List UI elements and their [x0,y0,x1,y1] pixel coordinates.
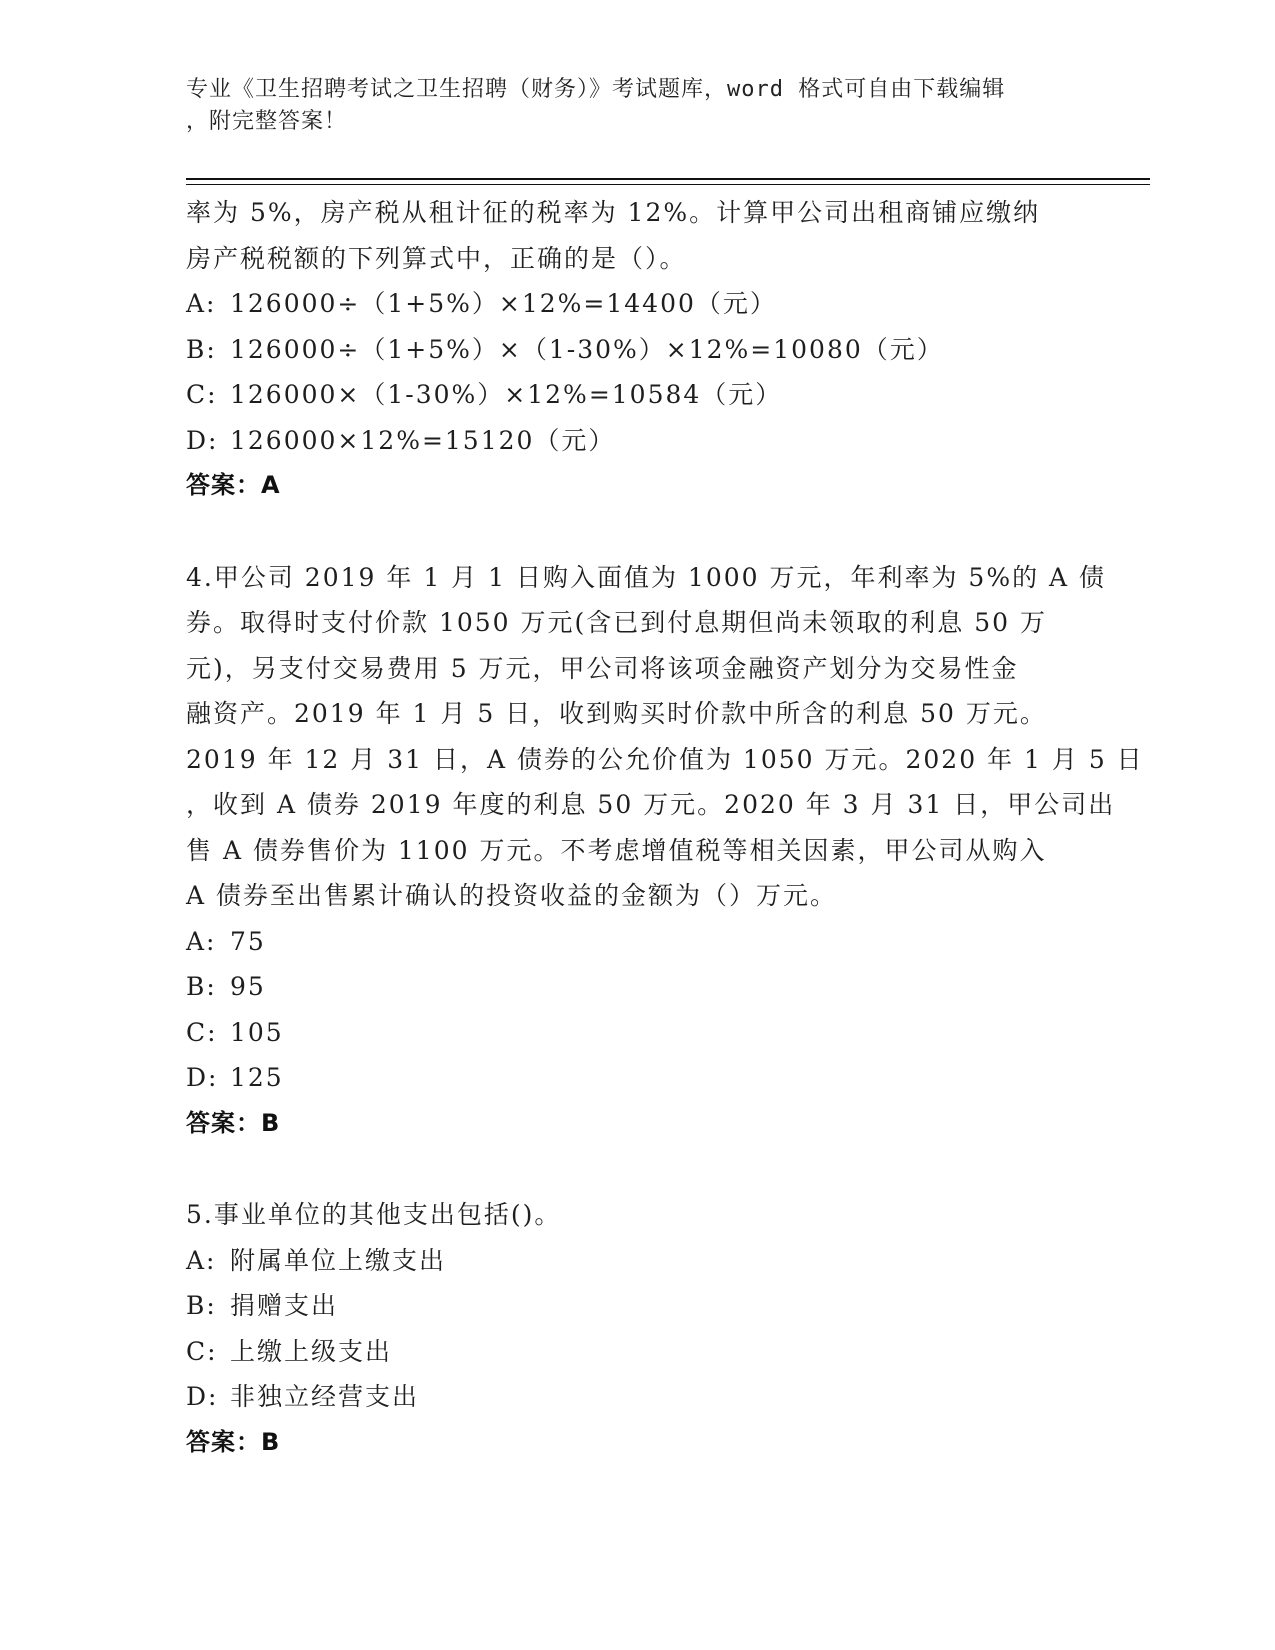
question-5 [186,1192,1086,1465]
header-divider-thin [186,184,1150,185]
option-text: 126000÷（1+5%）×12%=14400（元） [230,289,777,318]
option-key: A: [186,1245,217,1275]
header-divider-thick [186,178,1150,180]
spacer [186,1146,1086,1192]
option-key: B: [186,972,217,1001]
option-key: C: [186,380,218,409]
question-stem-line: 率为 5%，房产税从租计征的税率为 12%。计算甲公司出租商铺应缴纳 [186,198,1041,227]
option-key: B: [186,1291,217,1320]
option-key: A: [186,289,217,318]
question-stem-line: 券。取得时支付价款 1050 万元(含已到付息期但尚未领取的利息 50 万 [186,608,1047,637]
answer-line: 答案：A [186,471,281,499]
option-d [186,1374,1086,1420]
option-key: D: [186,425,219,455]
option-a [186,919,1086,965]
answer-line: 答案：B [186,1427,281,1456]
question-stem-line: 4.甲公司 2019 年 1 月 1 日购入面值为 1000 万元，年利率为 5%的 A 债 [186,562,1107,592]
option-text: 126000÷（1+5%）×（1-30%）×12%=10080（元） [230,334,944,364]
document-body [186,190,1144,1465]
option-b [186,964,1086,1010]
option-c [186,1010,1086,1056]
option-text: 105 [230,1017,284,1047]
spacer [186,509,1086,555]
option-d [186,1055,1086,1101]
header-line-1: 专业《卫生招聘考试之卫生招聘（财务）》考试题库，word 格式可自由下载编辑 [186,77,1006,102]
option-key: C: [186,1336,218,1366]
question-stem-line: 5.事业单位的其他支出包括()。 [186,1200,562,1229]
option-d [186,418,1086,464]
option-key: D: [186,1063,219,1092]
option-key: A: [186,926,217,956]
question-stem-line: 融资产。2019 年 1 月 5 日，收到购买时价款中所含的利息 50 万元。 [186,699,1047,728]
option-b [186,327,1086,373]
page-header [186,74,1066,138]
question-stem-line: 2019 年 12 月 31 日，A 债券的公允价值为 1050 万元。2020 年 1 月 5 日 [186,744,1144,774]
option-text: 捐赠支出 [230,1291,339,1320]
option-a [186,281,1086,327]
option-text: 非独立经营支出 [230,1382,420,1411]
header-line-2: ，附完整答案！ [186,109,348,134]
option-c [186,372,1086,418]
option-text: 126000×12%=15120（元） [230,425,616,455]
option-text: 上缴上级支出 [230,1336,393,1366]
option-text: 75 [230,926,266,956]
option-key: B: [186,334,217,364]
question-stem-line: A 债券至出售累计确认的投资收益的金额为（）万元。 [186,881,838,910]
option-key: C: [186,1017,218,1047]
question-3 [186,190,1086,509]
question-stem-line: 房产税税额的下列算式中，正确的是（）。 [186,243,687,273]
option-text: 125 [230,1063,284,1092]
option-text: 95 [230,972,266,1001]
option-a [186,1238,1086,1284]
option-key: D: [186,1382,219,1411]
option-b [186,1283,1086,1329]
option-text: 126000×（1-30%）×12%=10584（元） [230,380,783,409]
question-stem-line: 售 A 债券售价为 1100 万元。不考虑增值税等相关因素，甲公司从购入 [186,835,1047,865]
answer-line: 答案：B [186,1108,281,1137]
option-text: 附属单位上缴支出 [230,1245,447,1275]
question-4 [186,555,1144,1147]
question-stem-line: 元)，另支付交易费用 5 万元，甲公司将该项金融资产划分为交易性金 [186,653,1019,683]
question-stem-line: ，收到 A 债券 2019 年度的利息 50 万元。2020 年 3 月 31 日，甲公司出 [186,790,1116,819]
option-c [186,1329,1086,1375]
